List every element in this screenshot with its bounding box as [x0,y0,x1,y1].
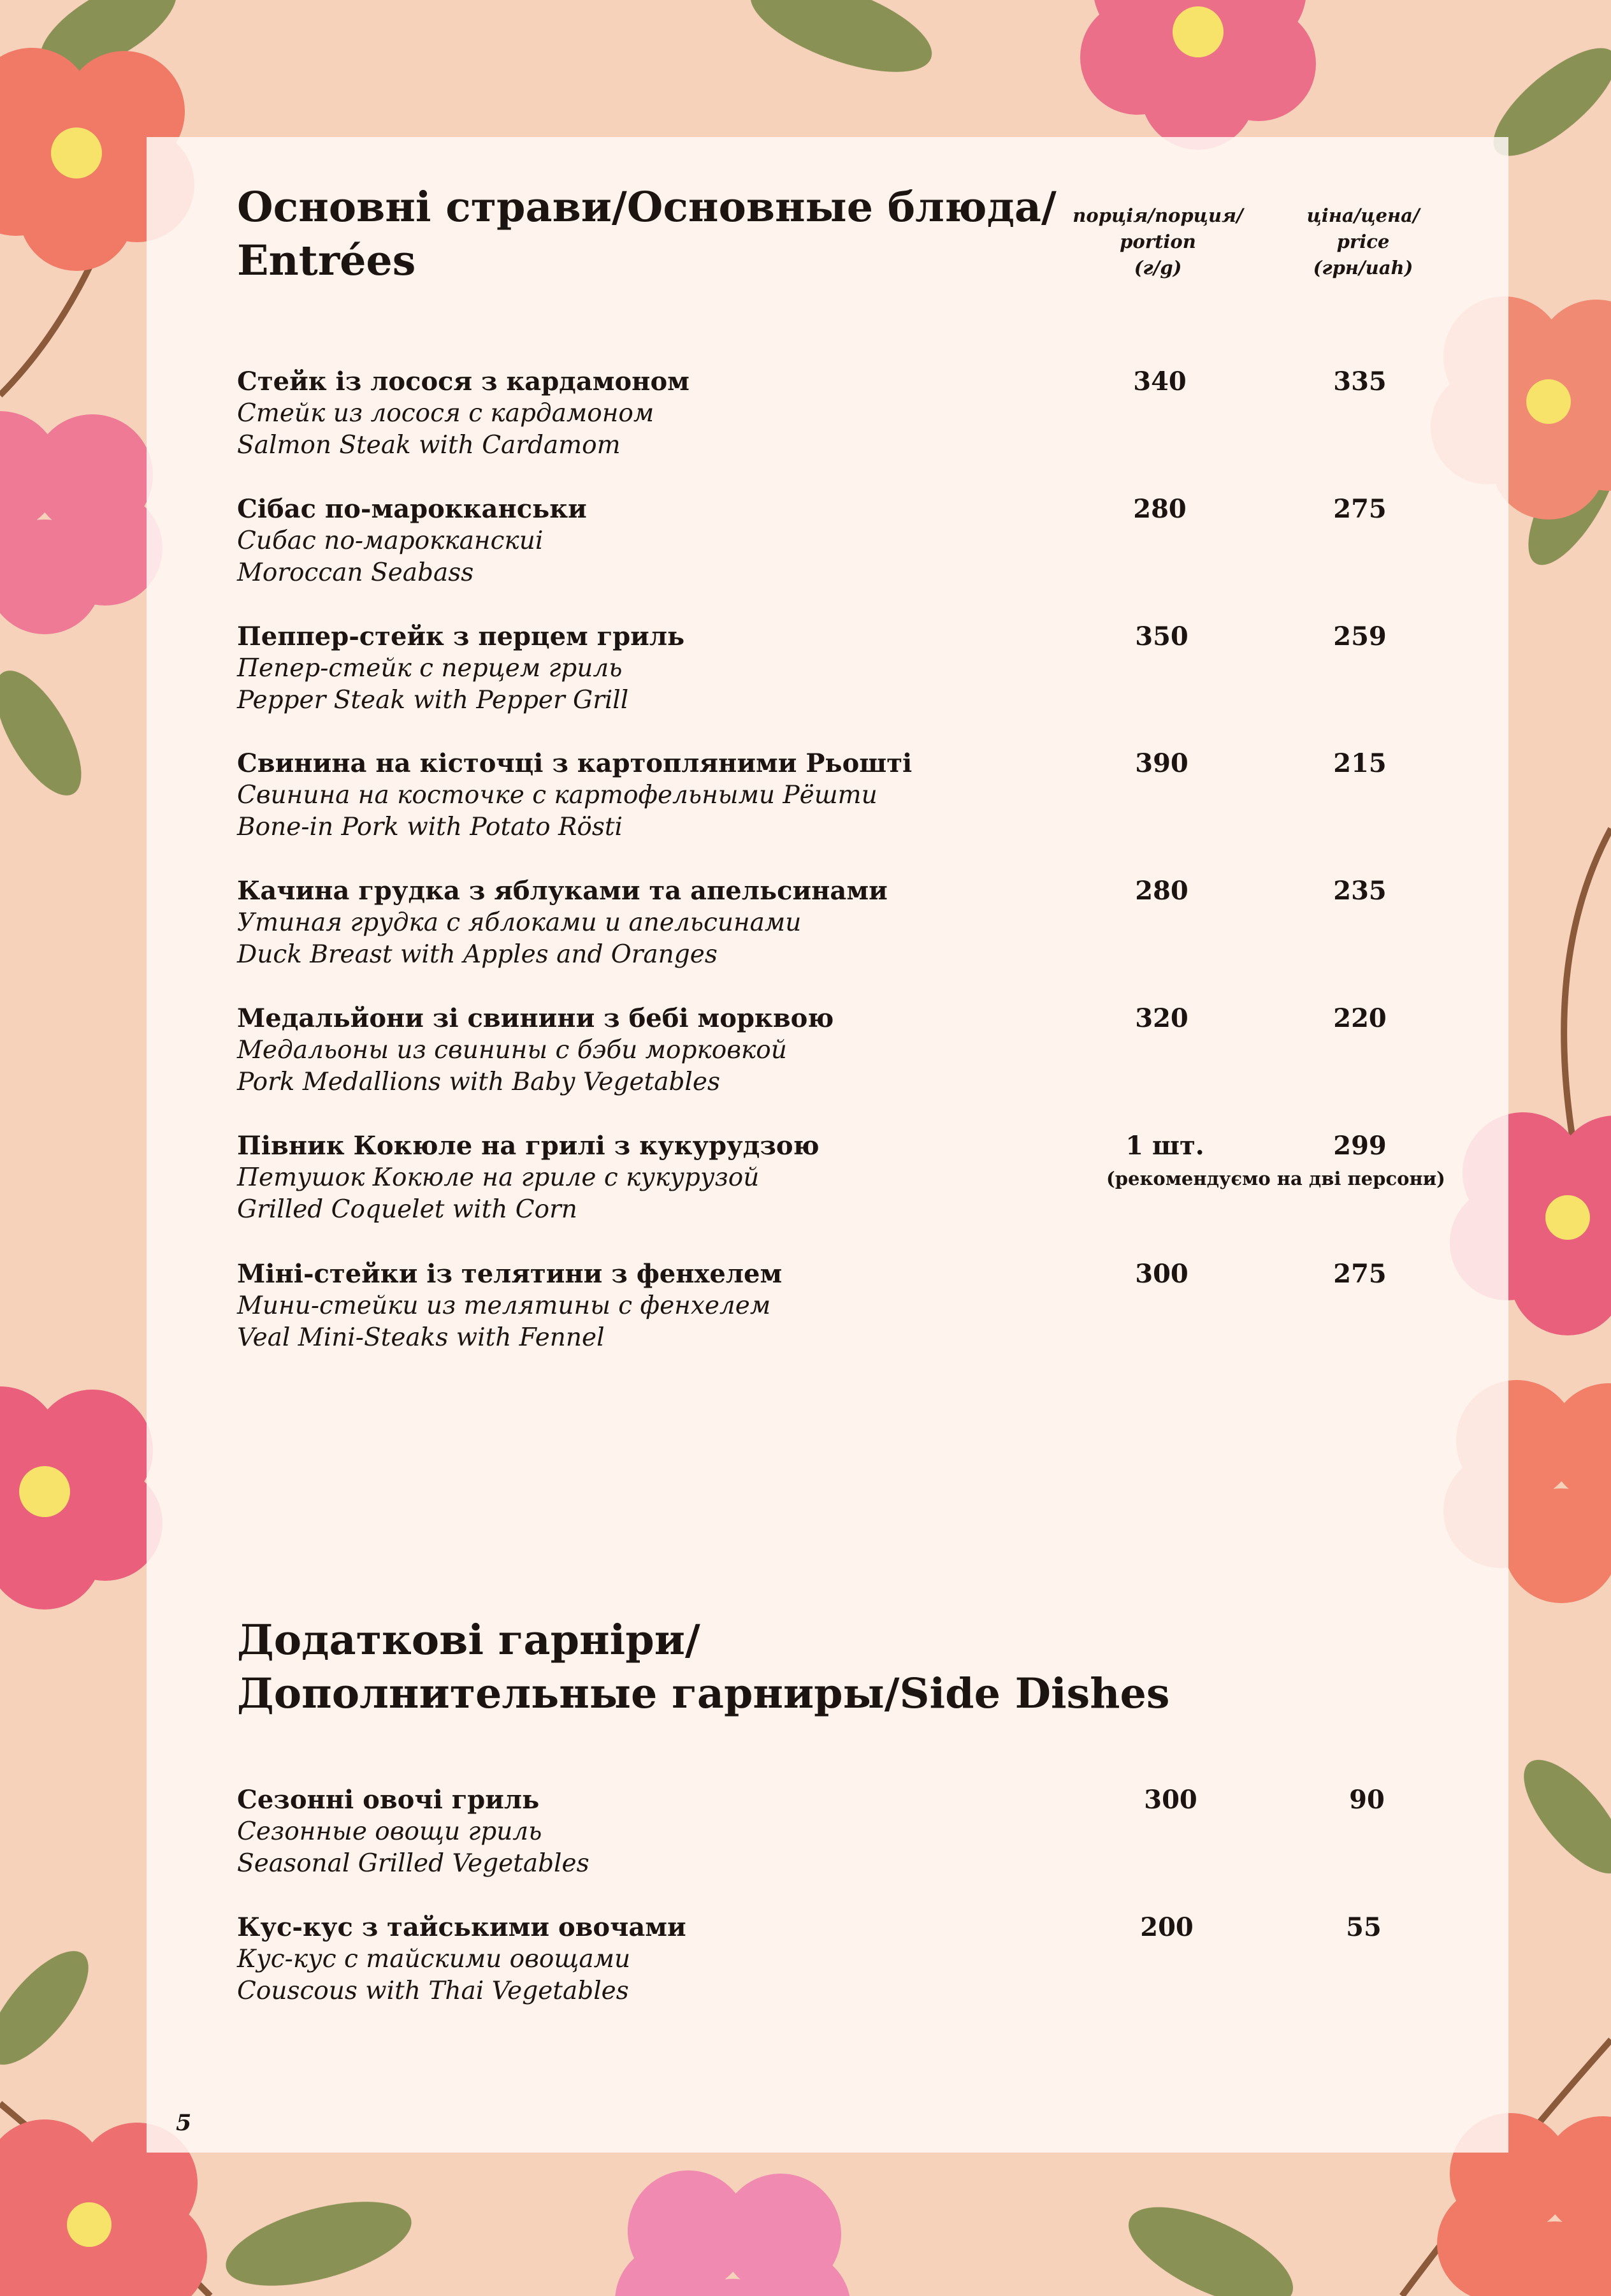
item-portion: 280 [1135,876,1188,906]
side-dishes-title: Додаткові гарніри/ Дополнительные гарниры/Side Dishes [237,1616,1170,1718]
item-name-ua: Пеппер-стейк з перцем гриль [237,621,685,651]
item-portion: 340 [1133,367,1187,396]
item-name-en: Pepper Steak with Pepper Grill [237,686,629,715]
item-name-ru: Мини-стейки из телятины с фенхелем [237,1291,771,1320]
item-name-ru: Утиная грудка с яблоками и апельсинами [237,908,802,937]
entrees-title: Основні страви/Основные блюда/ Entrées [237,183,1057,285]
item-price: 259 [1333,621,1387,651]
item-portion: 390 [1135,748,1188,778]
item-price: 220 [1333,1003,1387,1033]
item-name-en: Moroccan Seabass [237,558,474,587]
item-name-ua: Сезонні овочі гриль [237,1785,540,1815]
item-name-ru: Пепер-стейк с перцем гриль [237,654,623,683]
item-price: 335 [1333,367,1387,396]
item-price: 235 [1333,876,1387,906]
item-price: 299 [1333,1131,1387,1161]
item-portion: 350 [1135,621,1188,651]
item-portion: 280 [1133,494,1187,524]
item-name-en: Bone-in Pork with Potato Rösti [237,813,623,841]
item-name-en: Pork Medallions with Baby Vegetables [237,1068,720,1096]
item-name-en: Duck Breast with Apples and Oranges [237,940,718,969]
item-name-ru: Сезонные овощи гриль [237,1817,542,1846]
price-column-header: ціна/цена/ price (грн/uah) [1306,205,1420,279]
item-name-en: Grilled Coquelet with Corn [237,1195,577,1224]
item-price: 215 [1333,748,1387,778]
item-name-ua: Сібас по-марокканськи [237,494,587,524]
item-name-ua: Стейк із лосося з кардамоном [237,367,690,396]
item-price: 55 [1346,1912,1382,1942]
item-portion: 300 [1135,1259,1188,1289]
item-portion: 200 [1140,1912,1194,1942]
item-name-ua: Міні-стейки із телятини з фенхелем [237,1259,783,1289]
portion-column-header: порція/порция/ portion (г/g) [1073,205,1243,279]
item-name-ua: Качина грудка з яблуками та апельсинами [237,876,888,906]
item-price: 275 [1333,494,1387,524]
item-portion: 320 [1135,1003,1188,1033]
item-name-ru: Стейк из лосося с кардамоном [237,399,654,428]
item-portion: 1 шт. [1125,1131,1204,1161]
item-price: 90 [1349,1785,1385,1815]
item-name-ua: Півник Кокюле на грилі з кукурудзою [237,1131,820,1161]
item-name-en: Seasonal Grilled Vegetables [237,1849,589,1878]
item-price: 275 [1333,1259,1387,1289]
item-name-ua: Свинина на кісточці з картопляними Рьошті [237,748,913,778]
item-name-en: Veal Mini-Steaks with Fennel [237,1323,605,1352]
item-name-ua: Медальйони зі свинини з бебі морквою [237,1003,834,1033]
item-name-ru: Сибас по-марокканскиi [237,527,544,555]
page-number: 5 [176,2110,192,2136]
item-name-ru: Кус-кус с тайскими овощами [237,1945,631,1973]
item-portion: 300 [1144,1785,1197,1815]
item-name-ru: Свинина на косточке с картофельными Рёшти [237,781,878,810]
item-name-ru: Петушок Кокюле на гриле с кукурузой [237,1163,760,1192]
item-name-en: Couscous with Thai Vegetables [237,1977,629,2005]
item-name-ua: Кус-кус з тайськими овочами [237,1912,686,1942]
item-note: (рекомендуємо на дві персони) [1106,1168,1445,1189]
item-name-en: Salmon Steak with Cardamom [237,431,621,460]
item-name-ru: Медальоны из свинины с бэби морковкой [237,1036,787,1064]
